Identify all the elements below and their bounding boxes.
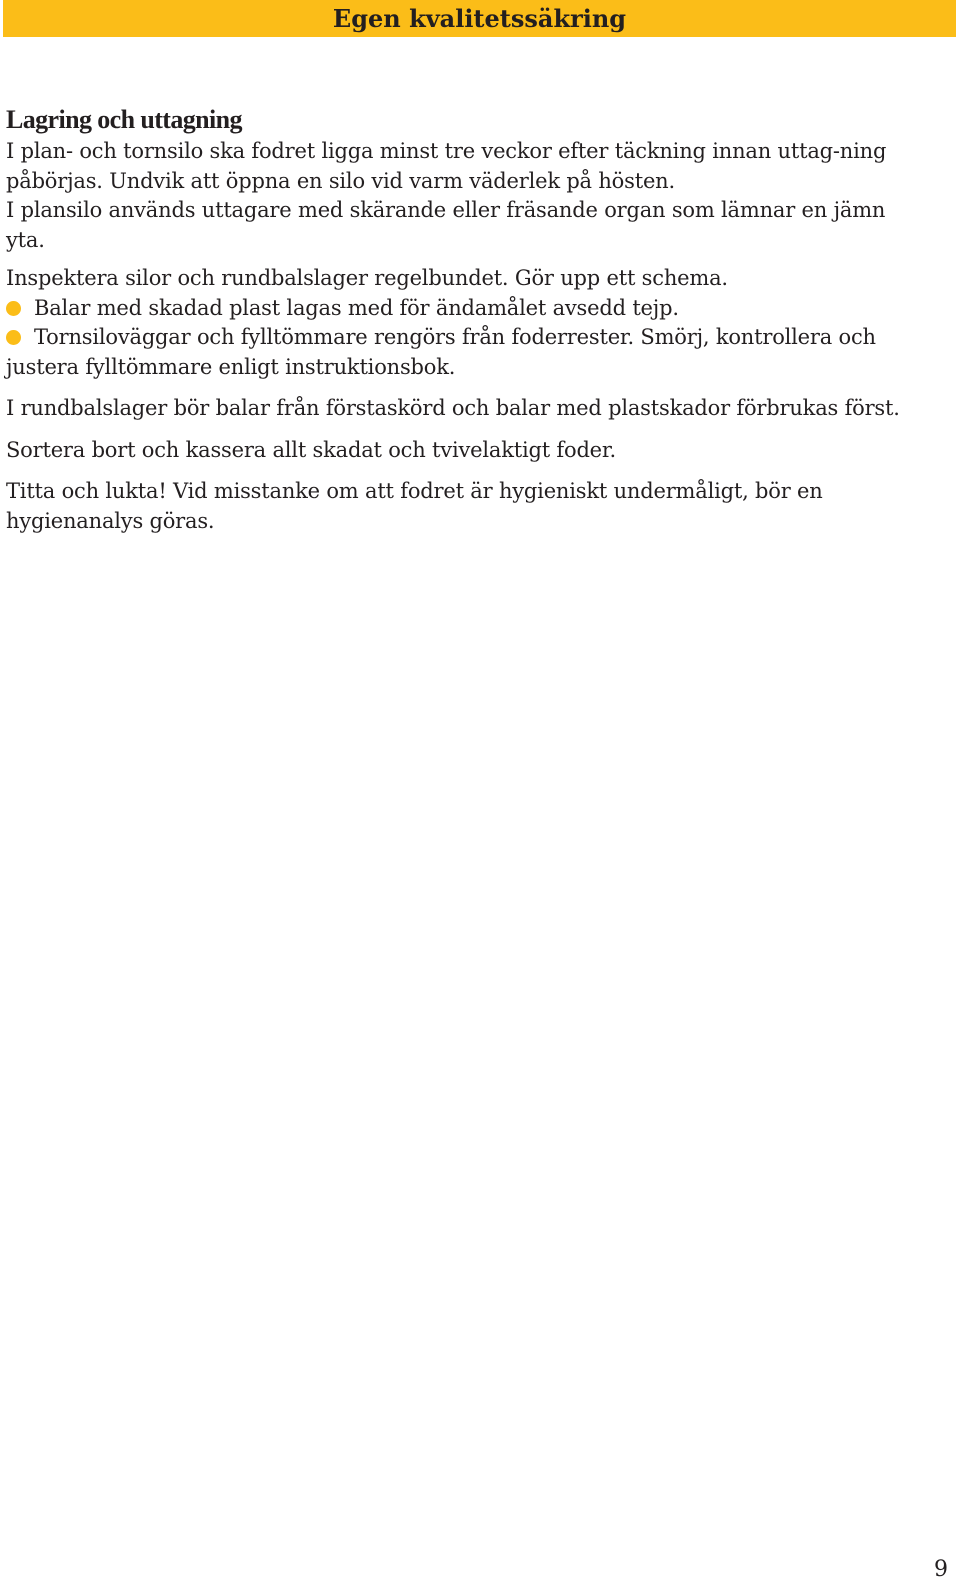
bullet-text: Tornsiloväggar och fylltömmare rengörs från foderrester. Smörj, kontrollera och justera fylltömmare enligt instruktionsbok. bbox=[6, 325, 876, 379]
bullet-item bbox=[6, 294, 926, 324]
bullet-text: Balar med skadad plast lagas med för ändamålet avsedd tejp. bbox=[34, 295, 679, 320]
paragraph-silo-timing: I plan- och tornsilo ska fodret ligga minst tre veckor efter täckning innan uttag-ning påbörjas. Undvik att öppna en silo vid varm väderlek på hösten. bbox=[6, 139, 887, 193]
section-heading: Lagring och uttagning bbox=[6, 105, 242, 134]
paragraph-inspection: Inspektera silor och rundbalslager regelbundet. Gör upp ett schema. bbox=[6, 266, 728, 290]
paragraph-plansilo: I plansilo används uttagare med skärande eller fräsande organ som lämnar en jämn yta. bbox=[6, 198, 886, 252]
header-bar bbox=[3, 0, 956, 37]
paragraph-rundbal: I rundbalslager bör balar från förstaskörd och balar med plastskador förbrukas först. bbox=[6, 396, 900, 420]
page-header-title: Egen kvalitetssäkring bbox=[332, 4, 627, 33]
page-number: 9 bbox=[934, 1557, 948, 1582]
bullet-dot-icon bbox=[6, 330, 21, 345]
paragraph-sortera: Sortera bort och kassera allt skadat och tvivelaktigt foder. bbox=[6, 437, 616, 462]
bullet-item bbox=[6, 323, 926, 382]
paragraph-titta: Titta och lukta! Vid misstanke om att fodret är hygieniskt undermåligt, bör en hygienanalys göras. bbox=[6, 479, 823, 533]
main-content bbox=[6, 103, 926, 536]
bullet-dot-icon bbox=[6, 301, 21, 316]
